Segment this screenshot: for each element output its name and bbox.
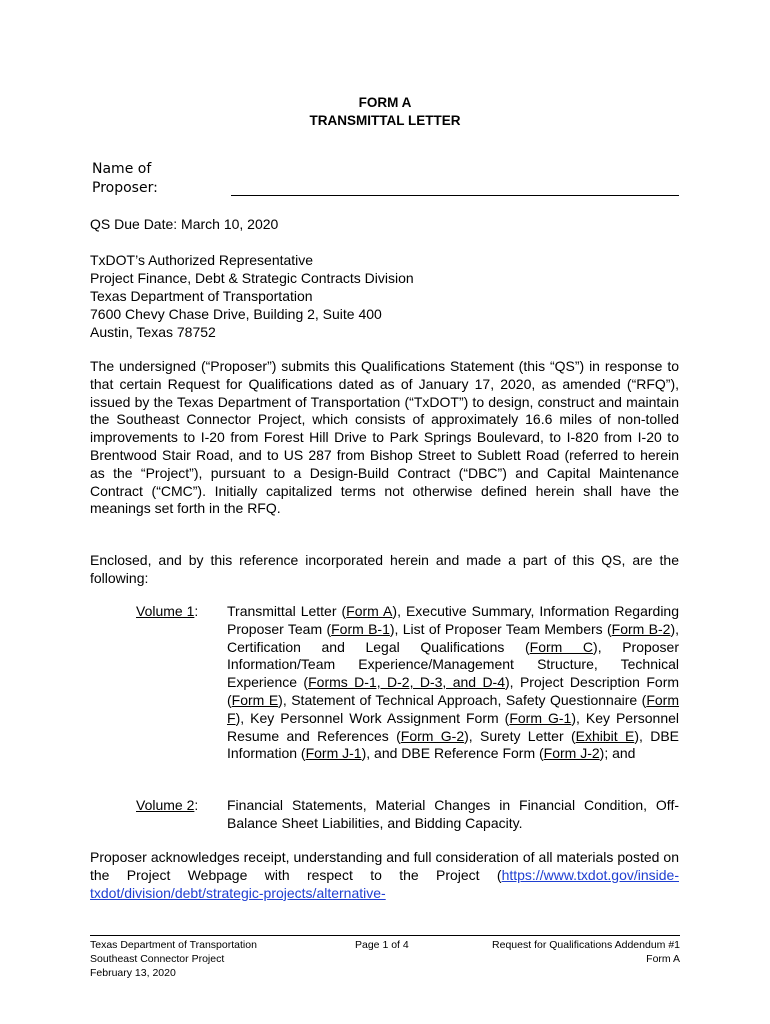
footer-right-line: Form A — [646, 953, 680, 965]
vol1-text: ), DBE Information ( — [227, 727, 679, 762]
qs-due-date: QS Due Date: March 10, 2020 — [90, 216, 279, 232]
form-reference: Form G-2 — [400, 727, 465, 744]
volume1-colon: : — [194, 603, 199, 619]
intro-paragraph: The undersigned (“Proposer”) submits this Qualifications Statement (this “QS”) in response to that certain Request for Qualifications dated as of January 17, 2020, as amended (“RFQ”), issued by the Texas Department of Transportation (“TxDOT”) to design, construct and maintain the Southeast Connector Project, which consists of approximately 16.6 miles of non-tolled improvements to I-20 from Forest Hill Drive to Park Springs Boulevard, to I-820 from I-20 to Brentwood Stair Road, and to US 287 from Bishop Street to Sublett Road (referred to herein as the “Project”), pursuant to a Design-Build Contract (“DBC”) and Capital Maintenance Contract (“CMC”). Initially capitalized terms not otherwise defined herein shall have the meanings set forth in the RFQ. — [90, 358, 679, 517]
footer-left-line: Texas Department of Transportation — [90, 939, 257, 951]
project-webpage-link[interactable]: https://www.txdot.gov/inside-txdot/division/debt/strategic-projects/alternative- — [90, 866, 679, 901]
vol1-text: ), List of Proposer Team Members ( — [389, 620, 612, 637]
footer-page-number: Page 1 of 4 — [355, 939, 409, 951]
footer-left — [90, 938, 257, 980]
footer-divider — [90, 935, 680, 936]
form-reference: Form B-1 — [331, 620, 390, 637]
footer-right — [492, 938, 680, 966]
vol1-text: ), Key Personnel Work Assignment Form ( — [235, 709, 510, 726]
form-reference: Form B-2 — [611, 620, 671, 637]
address-line: Texas Department of Transportation — [90, 288, 313, 304]
form-reference: Form E — [231, 691, 279, 708]
form-title-heading: TRANSMITTAL LETTER — [309, 113, 461, 128]
footer-left-line: February 13, 2020 — [90, 967, 176, 979]
volume2-contents: Financial Statements, Material Changes in Financial Condition, Off-Balance Sheet Liabilities, and Bidding Capacity. — [227, 797, 679, 831]
volume1-label-text: Volume 1 — [136, 603, 195, 619]
address-line: 7600 Chevy Chase Drive, Building 2, Suite 400 — [90, 306, 382, 322]
vol1-text: ), Surety Letter ( — [464, 727, 576, 744]
volume1-label — [136, 603, 198, 621]
vol1-text: ); and — [599, 745, 636, 762]
volume1-contents — [227, 603, 679, 763]
footer-left-line: Southeast Connector Project — [90, 953, 225, 965]
volume2-label-text: Volume 2 — [136, 797, 195, 813]
address-line: Austin, Texas 78752 — [90, 324, 216, 340]
form-id-heading: FORM A — [358, 95, 412, 110]
form-reference: Form G-1 — [509, 709, 572, 726]
volume2-label — [136, 797, 198, 815]
form-reference: Form C — [529, 638, 594, 655]
vol1-text: ), Executive Summary, Information Regarding Proposer Team ( — [227, 603, 680, 637]
enclosed-paragraph: Enclosed, and by this reference incorporated herein and made a part of this QS, are the following: — [90, 552, 679, 586]
acknowledge-paragraph — [90, 849, 679, 902]
vol1-text: ), Key Personnel Resume and References ( — [227, 709, 680, 744]
form-reference: Exhibit E — [575, 727, 635, 744]
proposer-name-label-line2: Proposer: — [92, 180, 158, 196]
address-line: Project Finance, Debt & Strategic Contracts Division — [90, 270, 414, 286]
vol1-text: ), Certification and Legal Qualifications ( — [227, 620, 679, 655]
form-reference: Form J-2 — [543, 745, 600, 762]
address-line: TxDOT’s Authorized Representative — [90, 252, 314, 268]
proposer-name-label-line1: Name of — [92, 161, 152, 177]
vol1-text: ), Project Description Form ( — [227, 674, 680, 708]
address-block — [90, 251, 414, 341]
vol1-text: ), Statement of Technical Approach, Safety Questionnaire ( — [278, 691, 647, 708]
vol1-text: ), Proposer Information/Team Experience/Management Structure, Technical Experience ( — [227, 638, 680, 691]
acknowledge-text: Proposer acknowledges receipt, understanding and full consideration of all materials posted on the Project Webpage with respect to the Project ( — [90, 849, 679, 883]
form-reference: Form F — [227, 691, 679, 726]
volume2-colon: : — [194, 797, 199, 813]
form-reference: Forms D-1, D-2, D-3, and D-4 — [308, 674, 506, 691]
form-reference: Form A — [346, 603, 393, 619]
vol1-text: Transmittal Letter ( — [227, 603, 347, 619]
footer-right-line: Request for Qualifications Addendum #1 — [492, 939, 680, 951]
proposer-name-field[interactable] — [231, 195, 679, 196]
vol1-text: ), and DBE Reference Form ( — [361, 745, 544, 762]
form-reference: Form J-1 — [305, 745, 362, 762]
proposer-name-label — [92, 160, 158, 198]
